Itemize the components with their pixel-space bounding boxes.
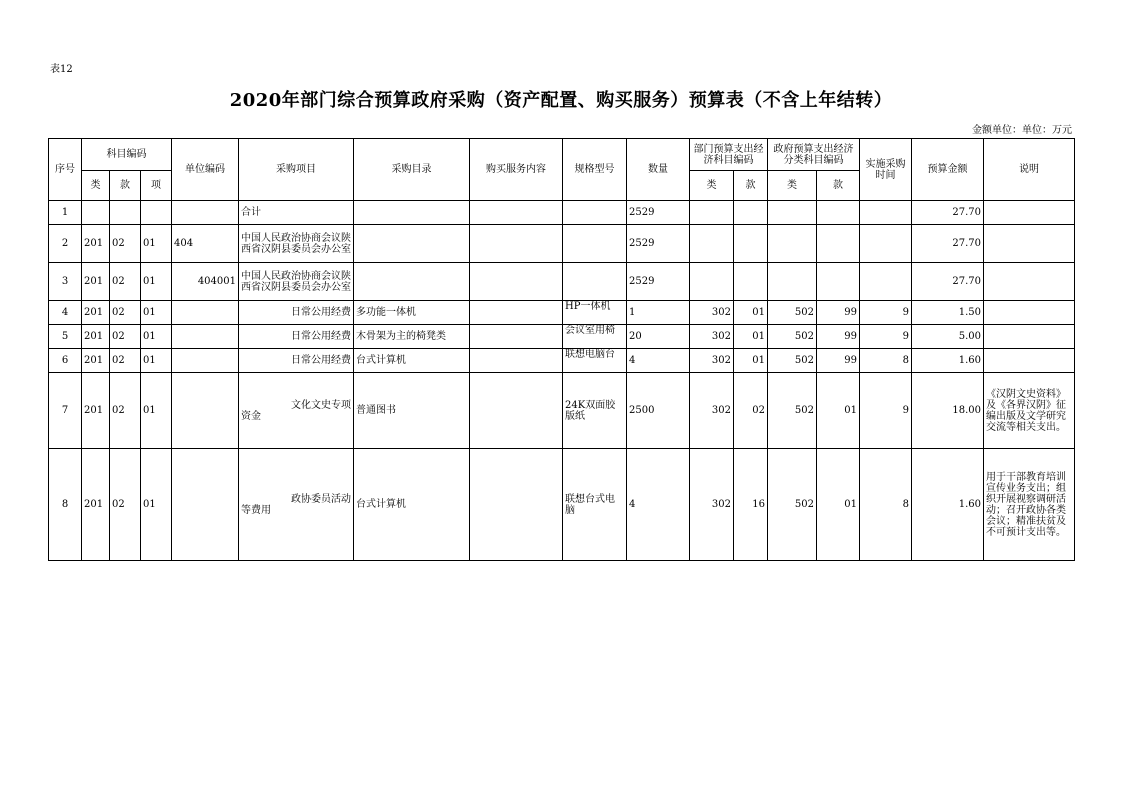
cell-amount: 1.50 [912, 301, 984, 325]
cell-amount: 18.00 [912, 373, 984, 449]
table-row [49, 325, 1075, 349]
cell-kuan: 02 [110, 325, 141, 349]
cell-gov-kuan [817, 201, 860, 225]
cell-xiang: 01 [141, 225, 172, 263]
cell-project: 中国人民政治协商会议陕西省汉阴县委员会办公室 [239, 263, 354, 301]
cell-xiang [141, 201, 172, 225]
cell-dept-lei: 302 [690, 349, 734, 373]
project-line-2: 资金 [241, 410, 261, 422]
cell-qty: 2529 [627, 201, 690, 225]
cell-time: 9 [860, 325, 912, 349]
cell-seq: 5 [49, 325, 82, 349]
cell-service [470, 225, 563, 263]
cell-gov-kuan [817, 225, 860, 263]
cell-note [984, 263, 1075, 301]
cell-seq: 6 [49, 349, 82, 373]
cell-amount: 27.70 [912, 201, 984, 225]
cell-service [470, 373, 563, 449]
cell-dept-kuan: 01 [734, 301, 768, 325]
header-seq: 序号 [49, 139, 82, 201]
cell-service [470, 301, 563, 325]
table-row [49, 263, 1075, 301]
cell-gov-lei: 502 [768, 301, 817, 325]
procurement-budget-table [48, 138, 1075, 561]
cell-qty: 20 [627, 325, 690, 349]
cell-amount: 27.70 [912, 225, 984, 263]
cell-unit-code [172, 325, 239, 349]
cell-unit-code [172, 449, 239, 561]
cell-service [470, 201, 563, 225]
cell-gov-kuan: 01 [817, 449, 860, 561]
cell-service [470, 349, 563, 373]
header-dept-econ: 部门预算支出经济科目编码 [690, 139, 768, 171]
header-unit-code: 单位编码 [172, 139, 239, 201]
amount-unit-label: 金额单位：单位：万元 [972, 125, 1072, 136]
cell-seq: 7 [49, 373, 82, 449]
project-line-2: 等费用 [241, 504, 271, 516]
cell-spec: 联想台式电脑 [563, 449, 627, 561]
cell-spec [563, 263, 627, 301]
cell-note [984, 201, 1075, 225]
project-line-1: 政协委员活动 [291, 493, 351, 505]
cell-gov-lei [768, 263, 817, 301]
cell-lei: 201 [82, 263, 110, 301]
cell-seq: 8 [49, 449, 82, 561]
header-dept-kuan: 款 [734, 171, 768, 201]
header-gov-lei: 类 [768, 171, 817, 201]
cell-amount: 27.70 [912, 263, 984, 301]
cell-note [984, 225, 1075, 263]
cell-unit-code: 404001 [172, 263, 239, 301]
cell-dept-lei: 302 [690, 449, 734, 561]
header-gov-kuan: 款 [817, 171, 860, 201]
cell-spec: 会议室用椅 [563, 325, 627, 349]
cell-note: 《汉阴文史资料》及《各界汉阴》征编出版及文学研究交流等相关支出。 [984, 373, 1075, 449]
cell-kuan: 02 [110, 349, 141, 373]
cell-xiang: 01 [141, 301, 172, 325]
cell-service [470, 325, 563, 349]
header-time: 实施采购时间 [860, 139, 912, 201]
cell-unit-code [172, 349, 239, 373]
project-line-1: 文化文史专项 [291, 399, 351, 411]
cell-kuan: 02 [110, 449, 141, 561]
cell-catalog [354, 225, 470, 263]
cell-project: 日常公用经费 [239, 301, 354, 325]
cell-qty: 2500 [627, 373, 690, 449]
cell-gov-lei: 502 [768, 349, 817, 373]
header-dept-lei: 类 [690, 171, 734, 201]
cell-qty: 2529 [627, 225, 690, 263]
cell-dept-lei: 302 [690, 301, 734, 325]
cell-xiang: 01 [141, 449, 172, 561]
cell-project [239, 449, 354, 561]
cell-qty: 4 [627, 449, 690, 561]
cell-qty: 1 [627, 301, 690, 325]
cell-seq: 4 [49, 301, 82, 325]
cell-project: 合计 [239, 201, 354, 225]
cell-qty: 2529 [627, 263, 690, 301]
cell-lei [82, 201, 110, 225]
cell-gov-kuan: 99 [817, 325, 860, 349]
cell-project [239, 373, 354, 449]
cell-dept-lei [690, 225, 734, 263]
cell-catalog: 台式计算机 [354, 349, 470, 373]
cell-lei: 201 [82, 449, 110, 561]
header-spec: 规格型号 [563, 139, 627, 201]
cell-gov-lei [768, 225, 817, 263]
cell-gov-lei: 502 [768, 449, 817, 561]
cell-note [984, 325, 1075, 349]
cell-xiang: 01 [141, 263, 172, 301]
cell-note [984, 301, 1075, 325]
cell-unit-code [172, 373, 239, 449]
cell-catalog [354, 201, 470, 225]
cell-project: 日常公用经费 [239, 349, 354, 373]
header-note: 说明 [984, 139, 1075, 201]
header-qty: 数量 [627, 139, 690, 201]
cell-dept-lei [690, 263, 734, 301]
cell-dept-kuan: 01 [734, 325, 768, 349]
header-project: 采购项目 [239, 139, 354, 201]
cell-spec: 24K双面胶版纸 [563, 373, 627, 449]
cell-time: 9 [860, 373, 912, 449]
table-row [49, 349, 1075, 373]
cell-amount: 1.60 [912, 349, 984, 373]
table-row [49, 373, 1075, 449]
cell-dept-kuan [734, 263, 768, 301]
header-catalog: 采购目录 [354, 139, 470, 201]
cell-dept-kuan: 02 [734, 373, 768, 449]
cell-gov-lei [768, 201, 817, 225]
cell-catalog: 普通图书 [354, 373, 470, 449]
page-title: 2020年部门综合预算政府采购（资产配置、购买服务）预算表（不含上年结转） [229, 90, 893, 111]
cell-kuan [110, 201, 141, 225]
cell-catalog: 台式计算机 [354, 449, 470, 561]
cell-catalog [354, 263, 470, 301]
cell-time [860, 201, 912, 225]
cell-project: 日常公用经费 [239, 325, 354, 349]
cell-seq: 1 [49, 201, 82, 225]
cell-xiang: 01 [141, 325, 172, 349]
cell-note: 用于干部教育培训宣传业务支出；组织开展视察调研活动；召开政协各类会议；精准扶贫及不可预计支出等。 [984, 449, 1075, 561]
cell-seq: 3 [49, 263, 82, 301]
cell-time [860, 263, 912, 301]
cell-lei: 201 [82, 301, 110, 325]
cell-dept-kuan [734, 225, 768, 263]
cell-amount: 5.00 [912, 325, 984, 349]
cell-catalog: 木骨架为主的椅凳类 [354, 325, 470, 349]
cell-spec [563, 225, 627, 263]
header-xiang: 项 [141, 171, 172, 201]
header-kuan: 款 [110, 171, 141, 201]
cell-gov-kuan: 99 [817, 301, 860, 325]
table-row [49, 201, 1075, 225]
cell-kuan: 02 [110, 301, 141, 325]
cell-time: 8 [860, 449, 912, 561]
cell-kuan: 02 [110, 225, 141, 263]
table-row [49, 449, 1075, 561]
cell-kuan: 02 [110, 373, 141, 449]
table-row [49, 225, 1075, 263]
table-row [49, 301, 1075, 325]
cell-project: 中国人民政治协商会议陕西省汉阴县委员会办公室 [239, 225, 354, 263]
cell-lei: 201 [82, 373, 110, 449]
cell-catalog: 多功能一体机 [354, 301, 470, 325]
cell-dept-kuan: 16 [734, 449, 768, 561]
cell-kuan: 02 [110, 263, 141, 301]
cell-amount: 1.60 [912, 449, 984, 561]
cell-gov-kuan: 01 [817, 373, 860, 449]
cell-service [470, 263, 563, 301]
cell-time [860, 225, 912, 263]
header-amount: 预算金额 [912, 139, 984, 201]
cell-lei: 201 [82, 225, 110, 263]
cell-dept-kuan: 01 [734, 349, 768, 373]
cell-lei: 201 [82, 325, 110, 349]
cell-note [984, 349, 1075, 373]
cell-spec: 联想电脑台 [563, 349, 627, 373]
cell-time: 8 [860, 349, 912, 373]
table-number: 表12 [50, 64, 73, 75]
header-gov-econ: 政府预算支出经济分类科目编码 [768, 139, 860, 171]
cell-service [470, 449, 563, 561]
cell-spec [563, 201, 627, 225]
cell-xiang: 01 [141, 349, 172, 373]
cell-xiang: 01 [141, 373, 172, 449]
cell-gov-kuan: 99 [817, 349, 860, 373]
cell-dept-kuan [734, 201, 768, 225]
cell-spec: HP一体机 [563, 301, 627, 325]
cell-unit-code [172, 201, 239, 225]
cell-qty: 4 [627, 349, 690, 373]
cell-unit-code: 404 [172, 225, 239, 263]
header-subject-code: 科目编码 [82, 139, 172, 171]
header-service: 购买服务内容 [470, 139, 563, 201]
cell-unit-code [172, 301, 239, 325]
cell-dept-lei: 302 [690, 325, 734, 349]
cell-lei: 201 [82, 349, 110, 373]
cell-gov-lei: 502 [768, 325, 817, 349]
cell-gov-kuan [817, 263, 860, 301]
cell-gov-lei: 502 [768, 373, 817, 449]
cell-time: 9 [860, 301, 912, 325]
cell-dept-lei [690, 201, 734, 225]
cell-seq: 2 [49, 225, 82, 263]
header-lei: 类 [82, 171, 110, 201]
cell-dept-lei: 302 [690, 373, 734, 449]
